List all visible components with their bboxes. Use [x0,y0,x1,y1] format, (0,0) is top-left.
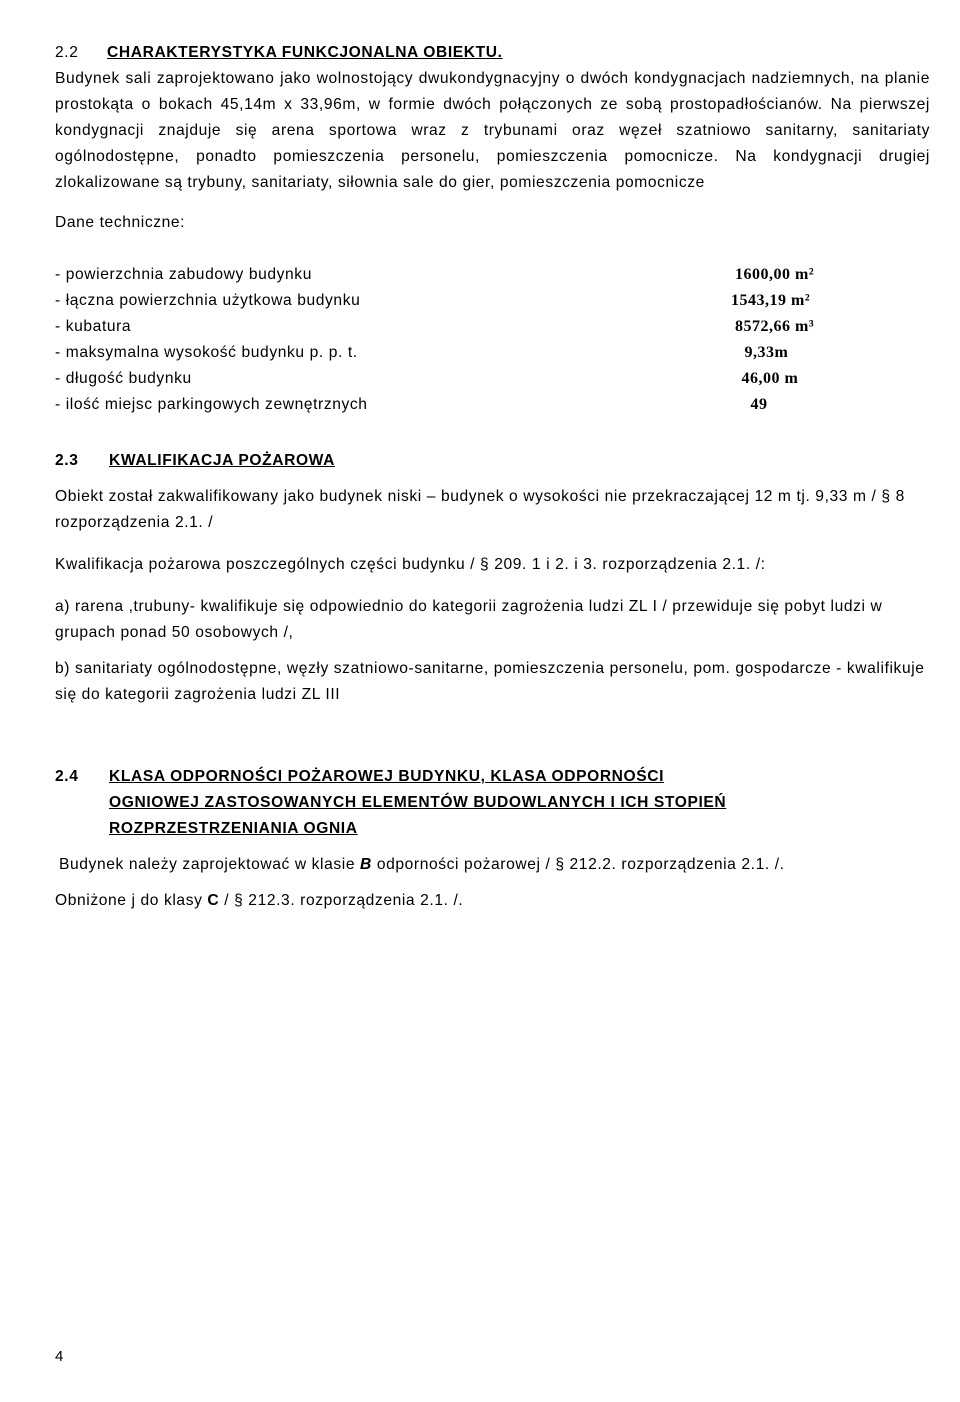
section-title: CHARAKTERYSTYKA FUNKCJONALNA OBIEKTU. [107,44,503,61]
section-2-4-heading [55,764,930,842]
page-number: 4 [55,1348,64,1365]
section-number: 2.2 [55,44,79,61]
tech-row [55,288,930,314]
description-paragraph: Budynek sali zaprojektowano jako wolnostojący dwukondygnacyjny o dwóch kondygnacjach nadziemnych, na planie prostokąta o bokach 45,14m x 33,96m, w formie dwóch połączonych ze sobą prostopadłościanów. Na pierwszej kondygnacji znajduje się arena sportowa wraz z trybunami oraz węzeł szatniowo sanitarny, sanitariaty ogólnodostępne, ponadto pomieszczenia personelu, pomieszczenia pomocnicze. Na kondygnacji drugiej zlokalizowane są trybuny, sanitariaty, siłownia sale do gier, pomieszczenia pomocnicze [55,70,930,191]
tech-data-list [55,262,930,418]
tech-label: - maksymalna wysokość budynku p. p. t. [55,344,358,361]
section-2-3-heading [55,448,930,474]
tech-row [55,340,930,366]
section-title-line: OGNIOWEJ ZASTOSOWANYCH ELEMENTÓW BUDOWLANYCH I ICH STOPIEŃ [109,794,727,811]
tech-label: - ilość miejsc parkingowych zewnętrznych [55,396,368,413]
tech-value: 9,33m [744,344,789,361]
classification-paragraph: a) rarena ,trubuny- kwalifikuje się odpowiednio do kategorii zagrożenia ludzi ZL I / przewiduje się pobyt ludzi w grupach ponad 50 osobowych /, [55,598,883,641]
section-title-line: KLASA ODPORNOŚCI POŻAROWEJ BUDYNKU, KLASA ODPORNOŚCI [109,768,665,785]
classification-paragraph: Obiekt został zakwalifikowany jako budynek niski – budynek o wysokości nie przekraczającej 12 m tj. 9,33 m / § 8 rozporządzenia 2.1. / [55,488,905,531]
class-letter: B [360,856,372,873]
tech-data-heading: Dane techniczne: [55,214,186,231]
document-page [55,40,930,914]
tech-value: 1543,19 m² [731,292,811,309]
tech-value: 8572,66 m³ [735,318,815,335]
tech-row [55,392,930,418]
text-run: / § 212.3. rozporządzenia 2.1. /. [219,892,464,909]
section-title: KWALIFIKACJA POŻAROWA [109,452,335,469]
tech-row [55,366,930,392]
class-letter: C [207,892,220,909]
tech-value: 1600,00 m² [735,266,815,283]
section-number: 2.4 [55,768,79,785]
lowered-class-paragraph [55,888,930,914]
tech-value: 49 [750,396,768,413]
section-title-line: ROZPRZESTRZENIANIA OGNIA [109,820,358,837]
tech-row [55,314,930,340]
text-run: Budynek należy zaprojektować w klasie [59,856,361,873]
tech-label: - kubatura [55,318,132,335]
text-run: odporności pożarowej / § 212.2. rozporządzenia 2.1. /. [371,856,785,873]
tech-label: - łączna powierzchnia użytkowa budynku [55,292,361,309]
text-run: Obniżone j do klasy [55,892,208,909]
tech-value: 46,00 m [741,370,799,387]
classification-paragraph: Kwalifikacja pożarowa poszczególnych części budynku / § 209. 1 i 2. i 3. rozporządzenia 2.1. /: [55,556,766,573]
tech-label: - długość budynku [55,370,192,387]
section-2-2-heading [55,40,930,66]
tech-label: - powierzchnia zabudowy budynku [55,266,312,283]
classification-paragraph: b) sanitariaty ogólnodostępne, węzły szatniowo-sanitarne, pomieszczenia personelu, pom. gospodarcze - kwalifikuje się do kategorii zagrożenia ludzi ZL III [55,660,925,703]
resistance-class-paragraph [55,852,930,878]
tech-row [55,262,930,288]
section-number: 2.3 [55,452,79,469]
